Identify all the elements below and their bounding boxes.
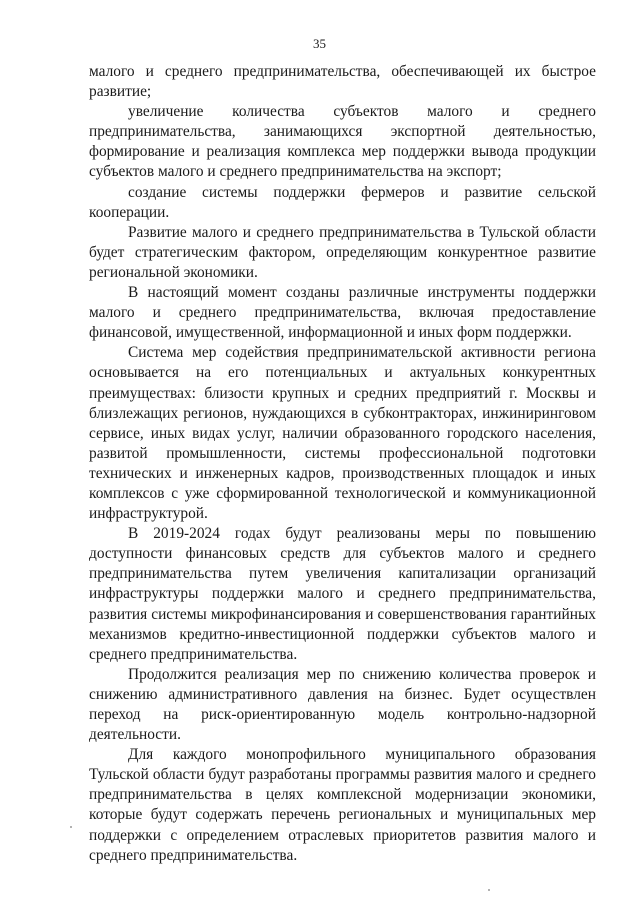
page-number: 35 (313, 36, 326, 51)
paragraph-4: Развитие малого и среднего предпринимательства в Тульской области будет стратегическим фактором, определяющим конкурентное развитие региональной экономики. (89, 223, 596, 281)
paragraph-3: создание системы поддержки фермеров и развитие сельской кооперации. (89, 183, 596, 221)
paragraph-1: малого и среднего предпринимательства, обеспечивающей их быстрое развитие; (89, 63, 596, 101)
body-text (89, 62, 596, 866)
paragraph-5: В настоящий момент созданы различные инструменты поддержки малого и среднего предпринимательства, включая предоставление финансовой, имущественной, информационной и иных форм поддержки. (89, 284, 596, 342)
paragraph-9: Для каждого монопрофильного муниципального образования Тульской области будут разработаны программы развития малого и среднего предпринимательства в целях комплексной модернизации экономики, которые будут содержать перечень региональных и муниципальных мер поддержки с определением отраслевых приоритетов развития малого и среднего предпринимательства. (89, 746, 596, 864)
paragraph-8: Продолжится реализация мер по снижению количества проверок и снижению административного давления на бизнес. Будет осуществлен переход на риск-ориентированную модель контрольно-надзорной деятельности. (89, 665, 596, 744)
paragraph-2: увеличение количества субъектов малого и среднего предпринимательства, занимающихся экспортной деятельностью, формирование и реализация комплекса мер поддержки вывода продукции субъектов малого и среднего предпринимательства на экспорт; (89, 103, 596, 181)
paragraph-6: Система мер содействия предпринимательской активности региона основывается на его потенциальных и актуальных конкурентных преимуществах: близости крупных и средних предприятий г. Москвы и близлежащих регионов, нуждающихся в субконтракторах, инжиниринговом сервисе, иных видах услуг, наличии образованного городского населения, развитой промышленности, системы профессиональной подготовки технических и инженерных кадров, производственных площадок и иных комплексов с уже сформированной технологической и коммуникационной инфраструктурой. (89, 344, 596, 523)
paragraph-7: В 2019-2024 годах будут реализованы меры по повышению доступности финансовых средств для субъектов малого и среднего предпринимательства путем увеличения капитализации организаций инфраструктуры поддержки малого и среднего предпринимательства, развития системы микрофинансирования и совершенствования гарантийных механизмов кредитно-инвестиционной поддержки субъектов малого и среднего предпринимательства. (89, 525, 596, 663)
scan-speck (70, 826, 72, 828)
scan-speck (488, 889, 490, 891)
